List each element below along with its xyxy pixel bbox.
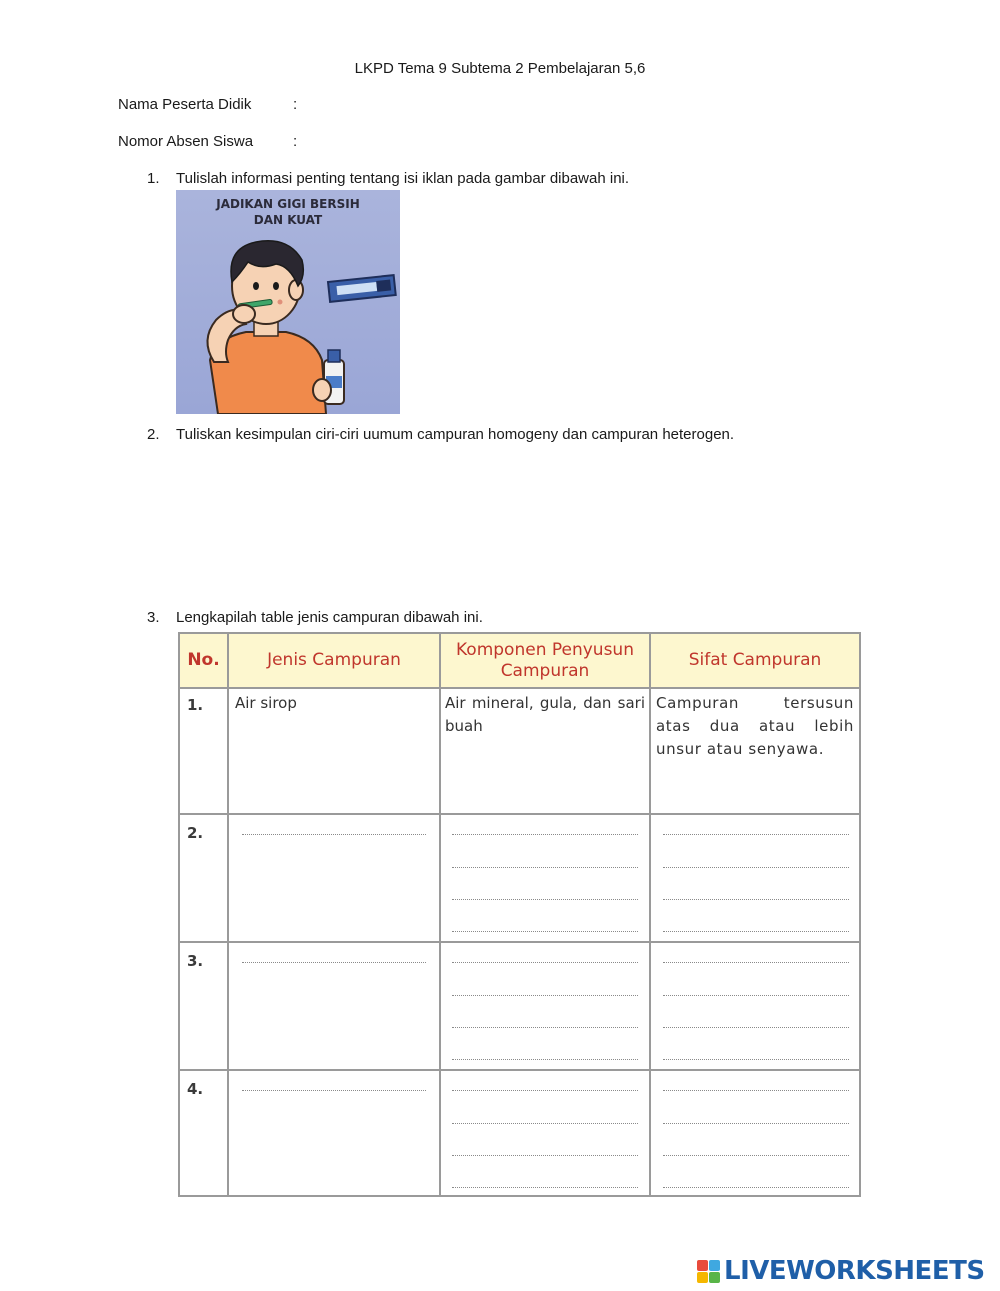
- row-3-sifat-blank-3[interactable]: [663, 1027, 849, 1028]
- row-3-sifat-blank-2[interactable]: [663, 995, 849, 996]
- row-2-komponen-blank-3[interactable]: [452, 899, 638, 900]
- row-4-komponen-blank-1[interactable]: [452, 1090, 638, 1091]
- row-2-number: 2.: [187, 824, 204, 842]
- boy-brushing-teeth-drawing: [176, 190, 400, 414]
- row-3-komponen-blank-4[interactable]: [452, 1059, 638, 1060]
- row-2-komponen-blank-1[interactable]: [452, 834, 638, 835]
- question-1-number: 1.: [147, 170, 160, 187]
- field-label-absen: Nomor Absen Siswa: [118, 133, 254, 150]
- row-2-sifat-blank-3[interactable]: [663, 899, 849, 900]
- liveworksheets-logo-text: LIVEWORKSHEETS: [724, 1256, 985, 1286]
- row-1-komponen: Air mineral, gula, dan sari buah: [445, 694, 645, 735]
- table-header-row: [180, 634, 859, 689]
- row-1-jenis: Air sirop: [235, 694, 297, 712]
- question-3-text: Lengkapilah table jenis campuran dibawah ini.: [176, 609, 483, 626]
- liveworksheets-logo: [697, 1255, 985, 1287]
- column-divider: [439, 634, 441, 1195]
- header-no: No.: [187, 650, 220, 670]
- row-3-komponen-blank-3[interactable]: [452, 1027, 638, 1028]
- row-4-number: 4.: [187, 1080, 204, 1098]
- row-3-komponen-blank-2[interactable]: [452, 995, 638, 996]
- row-3-sifat-blank-1[interactable]: [663, 962, 849, 963]
- row-3-jenis-blank[interactable]: [242, 962, 426, 963]
- row-4-jenis-blank[interactable]: [242, 1090, 426, 1091]
- row-1-sifat: Campuran tersusun atas dua atau lebih unsur atau senyawa.: [656, 694, 854, 758]
- row-divider: [180, 813, 859, 815]
- row-4-komponen-blank-3[interactable]: [452, 1155, 638, 1156]
- row-4-sifat-blank-3[interactable]: [663, 1155, 849, 1156]
- row-2-jenis-blank[interactable]: [242, 834, 426, 835]
- field-colon-nama: :: [293, 96, 298, 113]
- question-2-text: Tuliskan kesimpulan ciri-ciri uumum campuran homogeny dan campuran heterogen.: [176, 426, 735, 443]
- row-4-komponen-blank-4[interactable]: [452, 1187, 638, 1188]
- question-1-text: Tulislah informasi penting tentang isi iklan pada gambar dibawah ini.: [176, 170, 630, 187]
- field-label-nama: Nama Peserta Didik: [118, 96, 252, 113]
- document-title: LKPD Tema 9 Subtema 2 Pembelajaran 5,6: [354, 60, 646, 77]
- row-2-komponen-blank-4[interactable]: [452, 931, 638, 932]
- row-4-sifat-blank-4[interactable]: [663, 1187, 849, 1188]
- ad-caption-line-2: DAN KUAT: [253, 213, 323, 227]
- header-komponen-penyusun: Komponen Penyusun Campuran: [456, 639, 634, 681]
- row-3-komponen-blank-1[interactable]: [452, 962, 638, 963]
- question-2-number: 2.: [147, 426, 160, 443]
- header-jenis-campuran: Jenis Campuran: [267, 650, 401, 670]
- toothpaste-ad-illustration: [176, 190, 400, 414]
- column-divider: [227, 634, 229, 1195]
- row-4-sifat-blank-1[interactable]: [663, 1090, 849, 1091]
- field-colon-absen: :: [293, 133, 298, 150]
- column-divider: [649, 634, 651, 1195]
- row-divider: [180, 941, 859, 943]
- row-divider: [180, 1069, 859, 1071]
- liveworksheets-logo-icon: [697, 1260, 720, 1283]
- question-3-number: 3.: [147, 609, 160, 626]
- ad-caption-line-1: JADIKAN GIGI BERSIH: [216, 197, 360, 211]
- row-3-number: 3.: [187, 952, 204, 970]
- row-2-sifat-blank-2[interactable]: [663, 867, 849, 868]
- row-2-sifat-blank-1[interactable]: [663, 834, 849, 835]
- row-2-sifat-blank-4[interactable]: [663, 931, 849, 932]
- row-3-sifat-blank-4[interactable]: [663, 1059, 849, 1060]
- row-2-komponen-blank-2[interactable]: [452, 867, 638, 868]
- row-4-komponen-blank-2[interactable]: [452, 1123, 638, 1124]
- mixture-table: [178, 632, 861, 1197]
- row-1-number: 1.: [187, 696, 204, 714]
- header-sifat-campuran: Sifat Campuran: [688, 650, 822, 670]
- row-4-sifat-blank-2[interactable]: [663, 1123, 849, 1124]
